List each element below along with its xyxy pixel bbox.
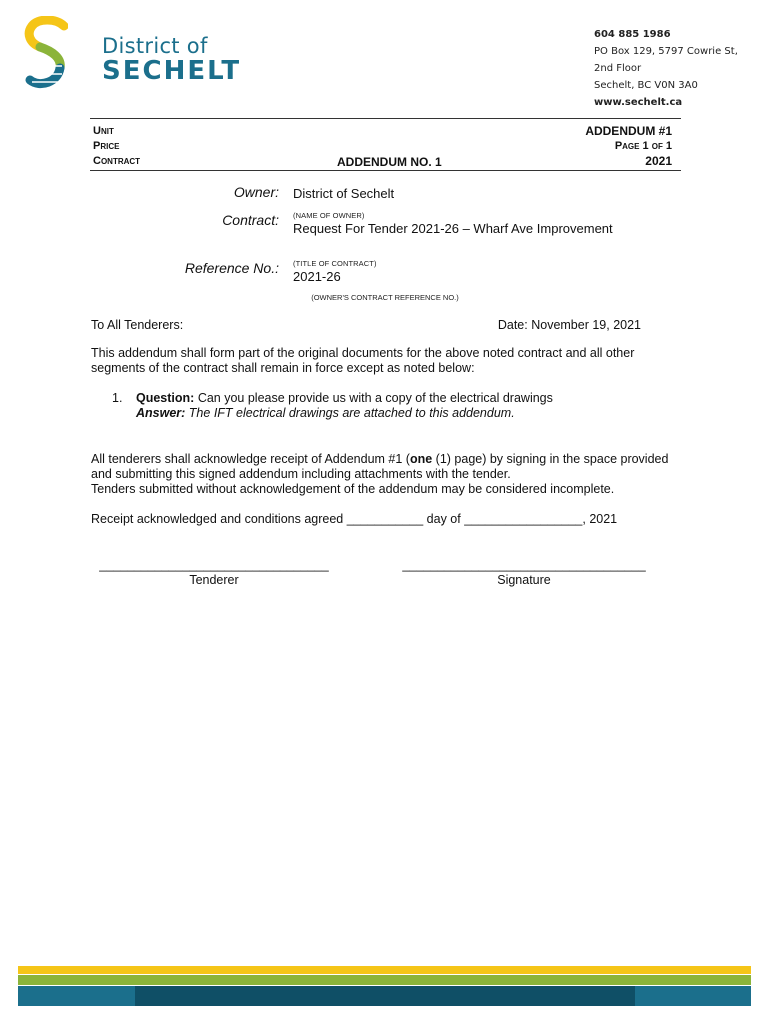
contract-type-line: Contract (93, 155, 141, 167)
answer-line (136, 406, 553, 421)
footer-bar-dark-teal (135, 986, 635, 1006)
contact-phone: 604 885 1986 (594, 29, 671, 40)
contact-address-3: Sechelt, BC V0N 3A0 (594, 80, 698, 91)
tenderer-signature-line: _________________________________ (99, 558, 329, 572)
answer-label: Answer: (136, 406, 186, 420)
contract-type-line: Unit (93, 125, 114, 137)
ack-text: All tenderers shall acknowledge receipt of Addendum #1 ( (91, 452, 410, 466)
contact-block (594, 26, 738, 111)
contract-caption: (TITLE OF CONTRACT) (293, 259, 377, 268)
contact-address-2: 2nd Floor (594, 63, 642, 74)
logo-district-text: District of (102, 34, 208, 58)
reference-label: Reference No.: (184, 260, 279, 276)
contract-value: Request For Tender 2021-26 – Wharf Ave Improvement (293, 221, 613, 236)
reference-caption: (OWNER'S CONTRACT REFERENCE NO.) (311, 293, 459, 302)
intro-line: This addendum shall form part of the original documents for the above noted contract and all other (91, 346, 635, 360)
addendum-reference-block (585, 124, 672, 169)
page-count: Page 1 of 1 (614, 140, 672, 152)
signature-label: Signature (497, 573, 551, 587)
question-label: Question: (136, 391, 195, 405)
question-line (136, 391, 553, 406)
sechelt-s-icon (24, 16, 68, 96)
footer-bar-yellow (18, 966, 751, 974)
tenderer-label: Tenderer (189, 573, 239, 587)
reference-value: 2021-26 (293, 269, 341, 284)
question-item (136, 391, 553, 421)
ack-line: and submitting this signed addendum including attachments with the tender. (91, 467, 511, 481)
acknowledgement-paragraph (91, 452, 668, 497)
footer-bar-green (18, 975, 751, 985)
ack-line: Tenders submitted without acknowledgement of the addendum may be considered incomplete. (91, 482, 615, 496)
header-bottom-rule (90, 170, 681, 171)
salutation: To All Tenderers: (91, 318, 184, 332)
addendum-title: ADDENDUM NO. 1 (337, 155, 442, 169)
contract-type-heading (93, 124, 140, 169)
district-logo (24, 16, 242, 102)
contract-label: Contract: (222, 212, 279, 228)
owner-value: District of Sechelt (293, 186, 395, 201)
answer-text: The IFT electrical drawings are attached to this addendum. (185, 406, 515, 420)
ack-line (91, 452, 668, 467)
header-top-rule (90, 118, 681, 119)
signature-block (393, 558, 655, 588)
signature-line: ___________________________________ (402, 558, 646, 572)
owner-caption: (NAME OF OWNER) (293, 211, 365, 220)
addendum-year: 2021 (645, 154, 672, 168)
contact-address-1: PO Box 129, 5797 Cowrie St, (594, 46, 738, 57)
logo-sechelt-text: SECHELT (102, 56, 242, 86)
question-text: Can you please provide us with a copy of the electrical drawings (194, 391, 553, 405)
intro-line: segments of the contract shall remain in force except as noted below: (91, 361, 475, 375)
contact-website[interactable]: www.sechelt.ca (594, 97, 683, 108)
contract-type-line: Price (93, 140, 120, 152)
owner-label: Owner: (233, 184, 279, 200)
receipt-line: Receipt acknowledged and conditions agreed ___________ day of _________________, 2021 (91, 512, 618, 526)
ack-bold-text: one (409, 452, 433, 466)
addendum-date: Date: November 19, 2021 (497, 318, 641, 332)
item-number: 1. (112, 391, 123, 405)
intro-paragraph (91, 346, 634, 376)
addendum-number: ADDENDUM #1 (585, 124, 672, 138)
tenderer-block (91, 558, 337, 588)
ack-text: (1) page) by signing in the space provided (432, 452, 669, 466)
